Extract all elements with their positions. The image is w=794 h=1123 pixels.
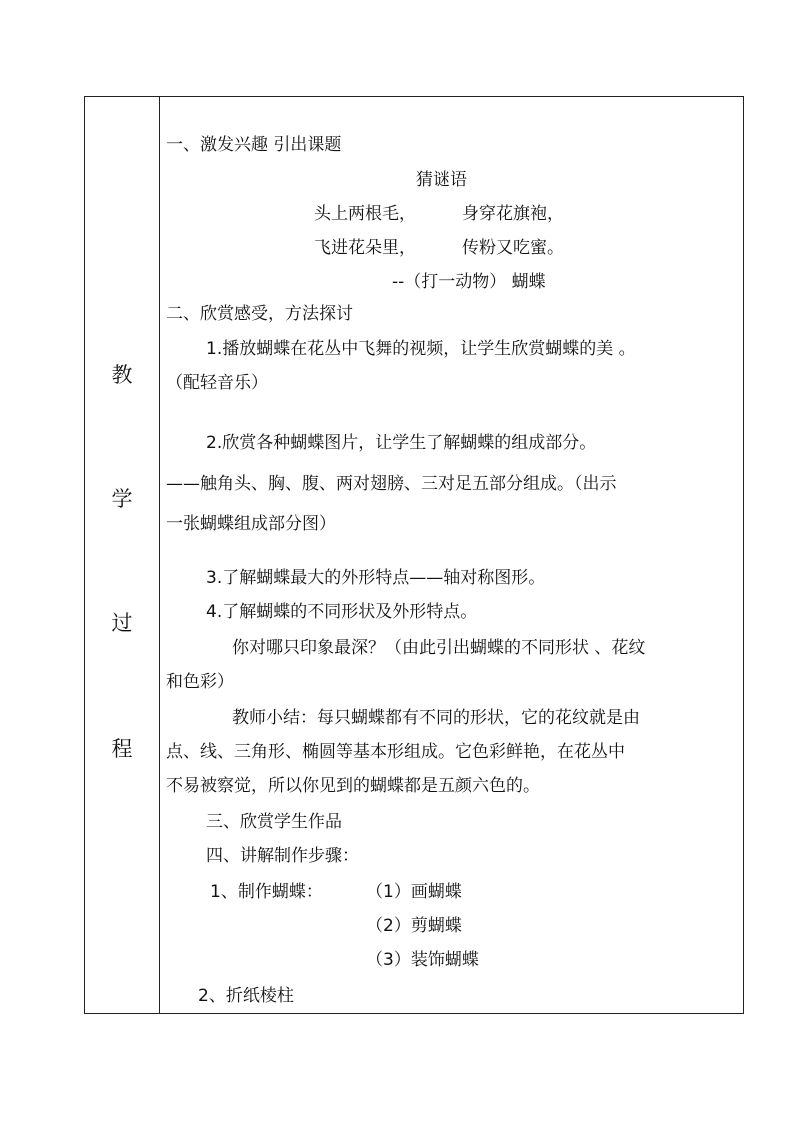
summary-line2: 点、线、三角形、椭圆等基本形组成。它色彩鲜艳，在花丛中: [166, 742, 625, 762]
item2-line2: ——触角头、胸、腹、两对翅膀、三对足五部分组成。（出示: [166, 474, 617, 494]
item2-line3: 一张蝴蝶组成部分图）: [166, 514, 336, 534]
section4-heading: 四、讲解制作步骤：: [206, 846, 359, 866]
riddle-line2-a: 飞进花朵里，: [314, 238, 416, 258]
riddle-answer: --（打一动物） 蝴蝶: [392, 272, 546, 292]
lesson-table: [84, 96, 744, 1014]
step2: 2、折纸棱柱: [198, 986, 294, 1006]
section2-heading: 二、欣赏感受，方法探讨: [166, 304, 353, 324]
label-char-jiao: 教: [111, 363, 133, 387]
step1-sub2: （2）剪蝴蝶: [366, 916, 462, 936]
item3: 3.了解蝴蝶最大的外形特点——轴对称图形。: [206, 568, 546, 588]
label-char-xue: 学: [111, 487, 133, 511]
question-line1: 你对哪只印象最深？（由此引出蝴蝶的不同形状 、花纹: [232, 638, 646, 658]
step1-label: 1、制作蝴蝶：: [210, 882, 323, 902]
riddle-line2-b: 传粉又吃蜜。: [462, 238, 564, 258]
section3-heading: 三、欣赏学生作品: [206, 812, 342, 832]
item2-line1: 2.欣赏各种蝴蝶图片，让学生了解蝴蝶的组成部分。: [206, 433, 597, 453]
label-char-guo: 过: [111, 611, 133, 635]
label-char-cheng: 程: [111, 737, 133, 761]
summary-line1: 教师小结：每只蝴蝶都有不同的形状，它的花纹就是由: [232, 708, 640, 728]
riddle-line1-b: 身穿花旗袍，: [462, 204, 564, 224]
riddle-line1-a: 头上两根毛，: [314, 204, 416, 224]
item1-line2: （配轻音乐）: [166, 373, 268, 393]
item1-line1: 1.播放蝴蝶在花丛中飞舞的视频，让学生欣赏蝴蝶的美 。: [206, 339, 636, 359]
section1-heading: 一、激发兴趣 引出课题: [166, 135, 342, 155]
column-divider: [159, 97, 160, 1013]
step1-sub3: （3）装饰蝴蝶: [366, 950, 479, 970]
riddle-title: 猜谜语: [416, 170, 467, 190]
step1-sub1: （1）画蝴蝶: [366, 882, 462, 902]
summary-line3: 不易被察觉，所以你见到的蝴蝶都是五颜六色的。: [166, 776, 540, 796]
item4: 4.了解蝴蝶的不同形状及外形特点。: [206, 602, 478, 622]
question-line2: 和色彩）: [166, 672, 234, 692]
